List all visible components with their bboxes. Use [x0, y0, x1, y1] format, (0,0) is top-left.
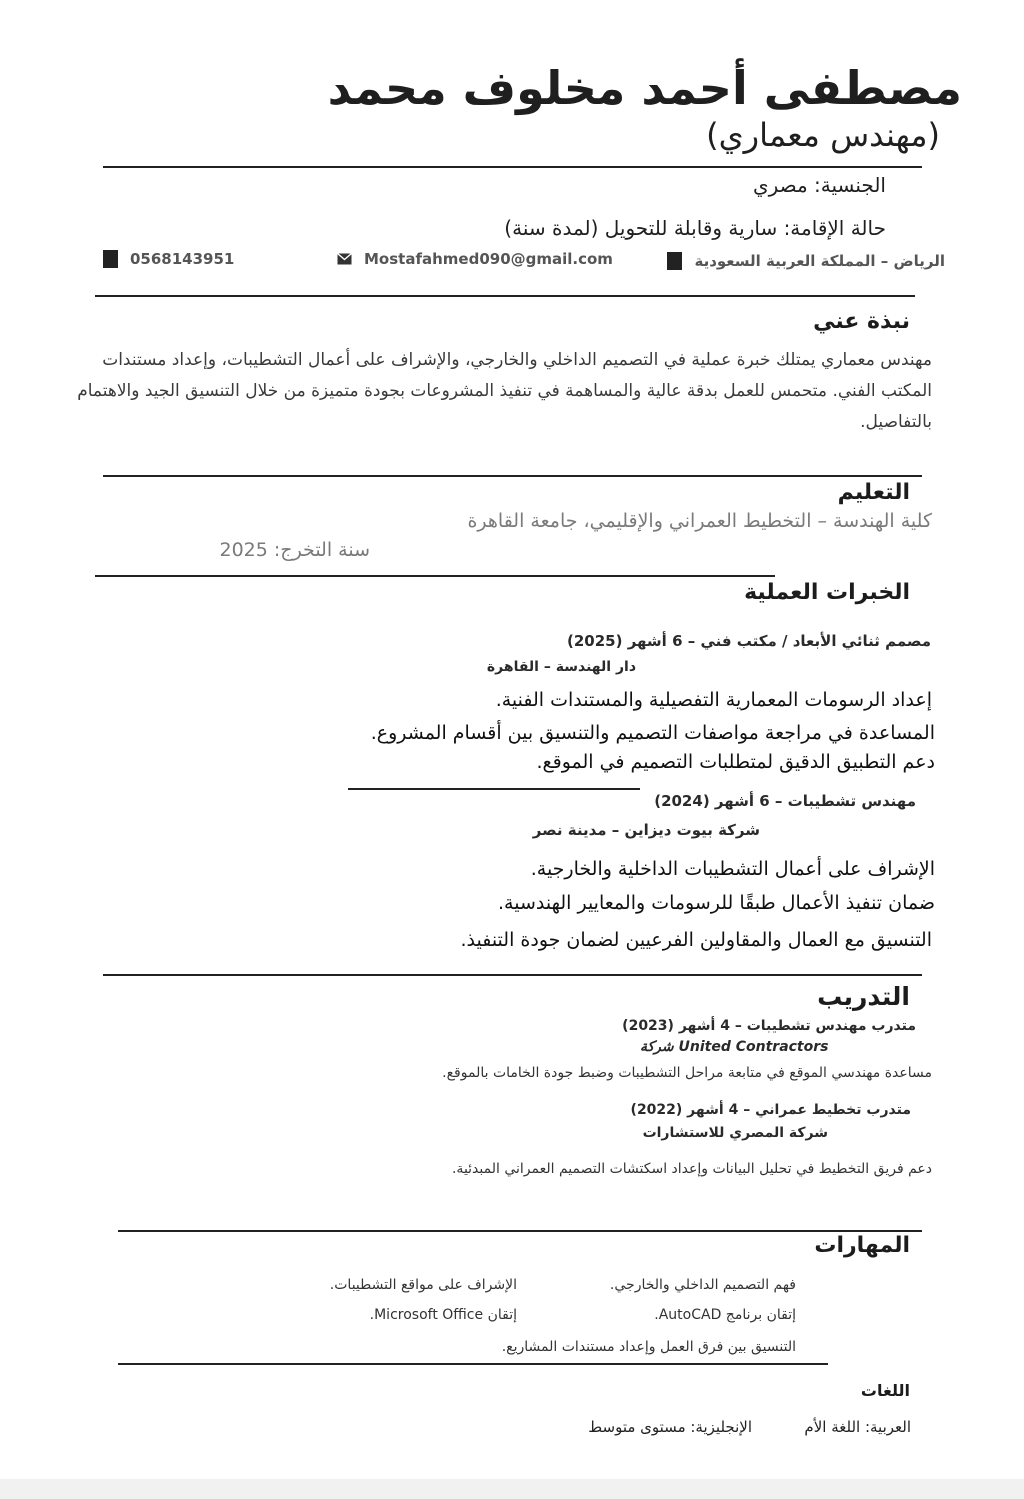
divider — [103, 475, 922, 477]
envelope-icon — [337, 253, 352, 265]
skills-heading: المهارات — [814, 1233, 910, 1258]
full-name: مصطفى أحمد مخلوف محمد — [327, 61, 962, 115]
nationality: الجنسية: مصري — [752, 173, 886, 197]
job-task: إعداد الرسومات المعمارية التفصيلية والمستندات الفنية. — [495, 689, 932, 711]
contact-phone — [103, 249, 234, 269]
skill-item: التنسيق بين فرق العمل وإعداد مستندات المشاريع. — [501, 1339, 796, 1355]
job-task: ضمان تنفيذ الأعمال طبقًا للرسومات والمعايير الهندسية. — [498, 892, 935, 914]
training-company-1: شركة United Contractors — [640, 1039, 829, 1055]
skill-item: إتقان Microsoft Office. — [369, 1307, 517, 1323]
residency-status: حالة الإقامة: سارية وقابلة للتحويل (لمدة سنة) — [504, 216, 886, 240]
divider — [95, 575, 775, 577]
training-company-2: شركة المصري للاستشارات — [642, 1125, 828, 1141]
language-item: الإنجليزية: مستوى متوسط — [588, 1418, 752, 1436]
skill-item: إتقان برنامج AutoCAD. — [654, 1307, 796, 1323]
languages-heading: اللغات — [860, 1381, 910, 1400]
divider — [103, 166, 922, 168]
job-task: دعم التطبيق الدقيق لمتطلبات التصميم في الموقع. — [536, 751, 935, 773]
divider — [95, 295, 915, 297]
training-heading: التدريب — [817, 982, 910, 1011]
job-company-2: شركة بيوت ديزاين – مدينة نصر — [532, 821, 760, 839]
divider — [348, 788, 640, 790]
about-text: مهندس معماري يمتلك خبرة عملية في التصميم الداخلي والخارجي، والإشراف على أعمال التشطيبات، وإعداد مستندات المكتب الفني. متحمس للعمل بدقة عالية والمساهمة في تنفيذ المشروعات بجودة متميزة من خلال التنسيق الجيد والاهتمام بالتفاصيل. — [77, 350, 932, 432]
education-degree: كلية الهندسة – التخطيط العمراني والإقليمي، جامعة القاهرة — [467, 510, 932, 532]
training-title-2: متدرب تخطيط عمراني – 4 أشهر (2022) — [630, 1102, 911, 1118]
contact-location — [667, 251, 945, 271]
job-title-2: مهندس تشطيبات – 6 أشهر (2024) — [654, 792, 916, 810]
job-title: (مهندس معماري) — [706, 116, 940, 154]
training-title-1: متدرب مهندس تشطيبات – 4 أشهر (2023) — [622, 1018, 916, 1034]
about-heading: نبذة عني — [813, 309, 910, 334]
education-heading: التعليم — [837, 480, 910, 505]
location-text: الرياض – المملكة العربية السعودية — [694, 252, 945, 270]
phone-marker-icon — [103, 250, 118, 268]
job-task: المساعدة في مراجعة مواصفات التصميم والتنسيق بين أقسام المشروع. — [370, 722, 935, 744]
divider — [103, 974, 922, 976]
page-bottom-edge — [0, 1479, 1024, 1499]
job-title-1: مصمم ثنائي الأبعاد / مكتب فني – 6 أشهر (2025) — [567, 632, 931, 650]
experience-heading: الخبرات العملية — [744, 580, 910, 605]
training-description-1: مساعدة مهندسي الموقع في متابعة مراحل التشطيبات وضبط جودة الخامات بالموقع. — [442, 1065, 932, 1081]
divider — [118, 1363, 828, 1365]
language-item: العربية: اللغة الأم — [804, 1418, 911, 1436]
graduation-year: سنة التخرج: 2025 — [219, 539, 370, 561]
job-task: الإشراف على أعمال التشطيبات الداخلية والخارجية. — [530, 858, 935, 880]
contact-email[interactable] — [337, 249, 613, 269]
location-marker-icon — [667, 252, 682, 270]
email-text[interactable]: Mostafahmed090@gmail.com — [364, 250, 613, 268]
skill-item: فهم التصميم الداخلي والخارجي. — [609, 1277, 796, 1293]
job-task: التنسيق مع العمال والمقاولين الفرعيين لضمان جودة التنفيذ. — [460, 929, 932, 951]
skill-item: الإشراف على مواقع التشطيبات. — [329, 1277, 517, 1293]
training-description-2: دعم فريق التخطيط في تحليل البيانات وإعداد اسكتشات التصميم العمراني المبدئية. — [451, 1161, 932, 1177]
job-company-1: دار الهندسة – القاهرة — [486, 659, 636, 675]
divider — [118, 1230, 922, 1232]
phone-text: 0568143951 — [130, 250, 235, 268]
